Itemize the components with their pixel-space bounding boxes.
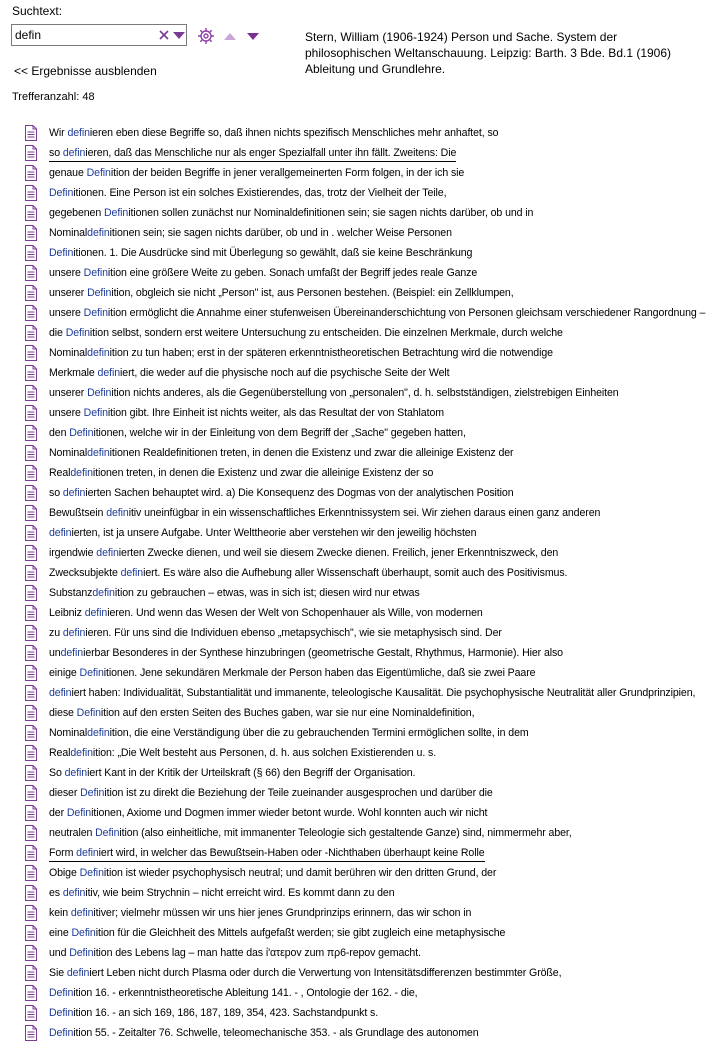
snippet-match: defin <box>64 767 88 779</box>
snippet-after: ition: „Die Welt besteht aus Personen, d. h. aus solchen Existierenden u. s. <box>92 747 437 759</box>
result-snippet[interactable] <box>49 1026 479 1040</box>
snippet-after: ition (also einheitliche, mit immanenter Teleologie sich gestaltende Ganze) sind, nimmermehr aber, <box>119 827 572 839</box>
document-icon[interactable] <box>24 905 38 921</box>
snippet-before: Bewußtsein <box>49 507 107 519</box>
snippet-match: defin <box>62 627 86 639</box>
arrow-down-icon[interactable] <box>246 30 260 42</box>
snippet-match: defin <box>62 147 86 159</box>
snippet-match: Defin <box>49 247 74 259</box>
result-snippet[interactable] <box>49 786 493 800</box>
document-icon[interactable] <box>24 585 38 601</box>
snippet-before: genaue <box>49 167 87 179</box>
document-icon[interactable] <box>24 405 38 421</box>
snippet-after: ieren, daß das Menschliche nur als enger Spezialfall unter ihn fällt. Zweitens: Die <box>85 147 457 159</box>
snippet-match: defin <box>70 747 93 759</box>
snippet-match: defin <box>84 607 108 619</box>
snippet-after: iert. Es wäre also die Aufhebung aller Wissenschaft überhaupt, somit auch des Positivismus. <box>143 567 568 579</box>
document-icon[interactable] <box>24 945 38 961</box>
document-icon[interactable] <box>24 605 38 621</box>
result-row[interactable] <box>24 384 724 404</box>
result-snippet[interactable] <box>49 246 472 260</box>
result-snippet[interactable] <box>49 646 563 660</box>
result-row[interactable] <box>24 984 724 1004</box>
document-icon[interactable] <box>24 1005 38 1021</box>
result-snippet[interactable] <box>49 506 600 520</box>
snippet-after: itionen. Eine Person ist ein solches Existierendes, das, trotz der Vielheit der Teile, <box>73 187 447 199</box>
snippet-match: defin <box>70 907 94 919</box>
document-icon[interactable] <box>24 145 38 161</box>
result-row[interactable] <box>24 544 724 564</box>
document-icon[interactable] <box>24 365 38 381</box>
result-row[interactable] <box>24 684 724 704</box>
result-snippet[interactable] <box>49 386 619 400</box>
snippet-after: ierten Zwecke dienen, und weil sie diesem Zwecke dienen. Freilich, jener Erkenntniszweck, den <box>118 547 559 559</box>
result-snippet[interactable] <box>49 706 474 720</box>
document-icon[interactable] <box>24 1025 38 1041</box>
snippet-match: Defin <box>49 187 74 199</box>
snippet-before: kein <box>49 907 71 919</box>
document-icon[interactable] <box>24 185 38 201</box>
result-row[interactable] <box>24 844 724 864</box>
search-box[interactable] <box>11 24 187 46</box>
result-snippet[interactable] <box>49 126 498 140</box>
result-snippet[interactable] <box>49 586 420 600</box>
result-row[interactable] <box>24 764 724 784</box>
document-icon[interactable] <box>24 465 38 481</box>
snippet-match: defin <box>67 127 90 139</box>
result-row[interactable] <box>24 364 724 384</box>
snippet-before: Merkmale <box>49 367 98 379</box>
result-snippet[interactable] <box>49 866 496 880</box>
document-icon[interactable] <box>24 205 38 221</box>
result-snippet[interactable] <box>49 666 535 680</box>
search-input[interactable] <box>15 27 155 43</box>
snippet-before: es <box>49 887 63 899</box>
snippet-match: defin <box>66 967 90 979</box>
document-icon[interactable] <box>24 445 38 461</box>
snippet-match: Defin <box>69 947 94 959</box>
document-icon[interactable] <box>24 225 38 241</box>
snippet-match: Defin <box>79 867 104 879</box>
snippet-before: Form <box>49 847 77 859</box>
snippet-before: Substanz <box>49 587 93 599</box>
snippet-match: defin <box>87 727 110 739</box>
result-row[interactable] <box>24 1024 724 1044</box>
snippet-match: Defin <box>66 807 92 819</box>
result-row[interactable] <box>24 484 724 504</box>
document-icon[interactable] <box>24 725 38 741</box>
result-row[interactable] <box>24 944 724 964</box>
snippet-before: gegebenen <box>49 207 104 219</box>
snippet-match: defin <box>49 527 72 539</box>
snippet-match: defin <box>60 647 84 659</box>
document-icon[interactable] <box>24 485 38 501</box>
document-icon[interactable] <box>24 765 38 781</box>
hit-count-label: Trefferanzahl: <box>12 91 80 103</box>
snippet-before: Real <box>49 747 71 759</box>
snippet-after: iert haben: Individualität, Substantialität und immanente, teleologische Kausalität. Die psychophysische Neutralität aller Grundprinzipien, <box>71 687 696 699</box>
result-row[interactable] <box>24 504 724 524</box>
document-icon[interactable] <box>24 805 38 821</box>
snippet-match: defin <box>49 687 72 699</box>
result-row[interactable] <box>24 124 724 144</box>
snippet-match: Defin <box>49 1007 74 1019</box>
snippet-match: Defin <box>49 1027 74 1039</box>
result-row[interactable] <box>24 864 724 884</box>
result-row[interactable] <box>24 244 724 264</box>
snippet-after: ition zu tun haben; erst in der späteren erkenntnistheoretischen Betrachtung wird die notwendige <box>109 347 553 359</box>
result-row[interactable] <box>24 424 724 444</box>
snippet-after: ition 16. - erkenntnistheoretische Ableitung 141. - , Ontologie der 162. - die, <box>73 987 418 999</box>
result-snippet[interactable] <box>49 446 513 460</box>
snippet-after: itiv uneinfügbar in ein wissenschaftliches Erkenntnissystem sei. Wir ziehen daraus einen ganz anderen <box>128 507 601 519</box>
document-icon[interactable] <box>24 565 38 581</box>
result-snippet[interactable] <box>49 186 446 200</box>
document-icon[interactable] <box>24 625 38 641</box>
snippet-match: defin <box>97 367 121 379</box>
result-row[interactable] <box>24 224 724 244</box>
snippet-match: Defin <box>49 987 74 999</box>
snippet-after: itiver; vielmehr müssen wir uns hier jenes Grundprinzips erinnern, das wir schon in <box>93 907 472 919</box>
document-icon[interactable] <box>24 545 38 561</box>
snippet-match: defin <box>76 847 99 859</box>
result-row[interactable] <box>24 964 724 984</box>
snippet-before: unserer <box>49 287 88 299</box>
snippet-before: und <box>49 947 70 959</box>
gear-icon[interactable] <box>197 27 215 45</box>
snippet-before: Sie <box>49 967 67 979</box>
snippet-after: ition gibt. Ihre Einheit ist nichts weiter, als das Resultat der von Stahlatom <box>107 407 444 419</box>
result-snippet[interactable] <box>49 346 553 360</box>
result-row[interactable] <box>24 704 724 724</box>
result-snippet[interactable] <box>49 546 558 560</box>
snippet-match: defin <box>106 507 129 519</box>
snippet-match: Defin <box>80 787 105 799</box>
snippet-before: Nominal <box>49 727 88 739</box>
result-snippet[interactable] <box>49 426 466 440</box>
result-row[interactable] <box>24 204 724 224</box>
snippet-match: defin <box>62 487 86 499</box>
snippet-before: Wir <box>49 127 68 139</box>
snippet-match: defin <box>70 467 93 479</box>
document-icon[interactable] <box>24 285 38 301</box>
snippet-before: unsere <box>49 407 84 419</box>
result-snippet[interactable] <box>49 466 433 480</box>
snippet-match: defin <box>120 567 144 579</box>
snippet-after: ition, obgleich sie nicht „Person" ist, aus Personen bestehen. (Beispiel: ein Zellklumpen, <box>111 287 514 299</box>
arrow-up-icon[interactable] <box>223 30 237 42</box>
result-snippet[interactable] <box>49 286 514 300</box>
snippet-after: ition ist wieder psychophysisch neutral; und damit berühren wir den dritten Grund, der <box>103 867 497 879</box>
result-row[interactable] <box>24 564 724 584</box>
snippet-match: defin <box>87 347 110 359</box>
snippet-after: ition auf den ersten Seiten des Buches gaben, war sie nur eine Nominaldefinition, <box>100 707 475 719</box>
result-snippet[interactable] <box>49 326 563 340</box>
snippet-before: die <box>49 327 66 339</box>
result-row[interactable] <box>24 584 724 604</box>
snippet-after: itionen. Jene sekundären Merkmale der Person haben das Eigentümliche, daß sie zwei Paare <box>103 667 536 679</box>
snippet-match: Defin <box>86 167 111 179</box>
snippet-after: ition der beiden Begriffe in jener verallgemeinerten Form folgen, in der ich sie <box>110 167 465 179</box>
snippet-after: itionen Realdefinitionen treten, in denen die Existenz und zwar die alleinige Existenz der <box>109 447 514 459</box>
snippet-before: unsere <box>49 267 84 279</box>
result-row[interactable] <box>24 624 724 644</box>
snippet-match: defin <box>96 547 119 559</box>
snippet-before: so <box>49 487 63 499</box>
result-row[interactable] <box>24 724 724 744</box>
result-snippet[interactable] <box>49 806 487 820</box>
result-row[interactable] <box>24 404 724 424</box>
document-icon[interactable] <box>24 685 38 701</box>
document-icon[interactable] <box>24 885 38 901</box>
snippet-before: den <box>49 427 70 439</box>
document-icon[interactable] <box>24 665 38 681</box>
snippet-before: Real <box>49 467 71 479</box>
result-row[interactable] <box>24 924 724 944</box>
document-icon[interactable] <box>24 325 38 341</box>
document-icon[interactable] <box>24 645 38 661</box>
snippet-after: itionen sein; sie sagen nichts darüber, ob und in . welcher Weise Personen <box>109 227 452 239</box>
snippet-match: Defin <box>87 287 112 299</box>
result-snippet[interactable] <box>49 366 449 380</box>
result-snippet[interactable] <box>49 606 483 620</box>
snippet-after: itionen, Axiome und Dogmen immer wieder betont wurde. Wohl konnten auch wir nicht <box>91 807 488 819</box>
result-snippet[interactable] <box>49 846 485 862</box>
snippet-before: Obige <box>49 867 80 879</box>
snippet-before: Nominal <box>49 347 88 359</box>
document-icon[interactable] <box>24 345 38 361</box>
hit-count-value: 48 <box>82 91 95 103</box>
snippet-match: Defin <box>65 327 90 339</box>
snippet-after: ition eine größere Weite zu geben. Sonach umfaßt der Begriff jedes reale Ganze <box>107 267 478 279</box>
snippet-match: defin <box>87 447 110 459</box>
citation-text: Stern, William (1906-1924) Person und Sache. System der philosophischen Weltanschauung. Leipzig: Barth. 3 Bde. Bd.1 (1906) Ableitung und Grundlehre. <box>305 30 672 76</box>
result-snippet[interactable] <box>49 566 567 580</box>
document-icon[interactable] <box>24 165 38 181</box>
document-icon[interactable] <box>24 265 38 281</box>
snippet-after: ieren eben diese Begriffe so, daß ihnen nichts spezifisch Menschliches mehr anhaftet, so <box>89 127 499 139</box>
snippet-before: neutralen <box>49 827 96 839</box>
snippet-before: zu <box>49 627 63 639</box>
result-snippet[interactable] <box>49 886 395 900</box>
snippet-match: defin <box>92 587 115 599</box>
snippet-after: itionen treten, in denen die Existenz und zwar die alleinige Existenz der so <box>92 467 434 479</box>
result-snippet[interactable] <box>49 266 477 280</box>
document-icon[interactable] <box>24 425 38 441</box>
document-icon[interactable] <box>24 965 38 981</box>
snippet-after: iert Leben nicht durch Plasma oder durch die Verwertung von Intensitätsdifferenzen bestimmter Größe, <box>89 967 562 979</box>
result-row[interactable] <box>24 284 724 304</box>
result-row[interactable] <box>24 344 724 364</box>
document-icon[interactable] <box>24 985 38 1001</box>
result-snippet[interactable] <box>49 986 418 1000</box>
snippet-match: Defin <box>103 207 129 219</box>
document-icon[interactable] <box>24 525 38 541</box>
snippet-after: iert wird, in welcher das Bewußtsein-Haben oder -Nichthaben überhaupt keine Rolle <box>98 847 485 859</box>
result-snippet[interactable] <box>49 766 415 780</box>
snippet-before: irgendwie <box>49 547 97 559</box>
snippet-after: iert Kant in der Kritik der Urteilskraft (§ 66) den Begriff der Organisation. <box>87 767 416 779</box>
document-icon[interactable] <box>24 845 38 861</box>
result-snippet[interactable] <box>49 406 444 420</box>
snippet-before: Zwecksubjekte <box>49 567 121 579</box>
result-snippet[interactable] <box>49 306 705 320</box>
snippet-match: defin <box>87 227 110 239</box>
hit-count <box>12 91 95 103</box>
document-icon[interactable] <box>24 245 38 261</box>
snippet-before: diese <box>49 707 77 719</box>
snippet-match: Defin <box>95 827 120 839</box>
snippet-before: un <box>49 647 61 659</box>
snippet-before: der <box>49 807 67 819</box>
result-snippet[interactable] <box>49 146 456 162</box>
search-label: Suchtext: <box>12 4 63 18</box>
snippet-after: ition 16. - an sich 169, 186, 187, 189, 354, 423. Sachstandpunkt s. <box>73 1007 379 1019</box>
result-row[interactable] <box>24 144 724 164</box>
snippet-match: Defin <box>79 667 104 679</box>
result-row[interactable] <box>24 1004 724 1024</box>
snippet-after: iert, die weder auf die physische noch auf die psychische Seite der Welt <box>120 367 450 379</box>
result-snippet[interactable] <box>49 166 464 180</box>
result-snippet[interactable] <box>49 746 436 760</box>
snippet-after: itionen. 1. Die Ausdrücke sind mit Überlegung so gewählt, daß sie keine Beschränkung <box>73 247 473 259</box>
result-snippet[interactable] <box>49 526 476 540</box>
snippet-after: ierten, ist ja unsere Aufgabe. Unter Welttheorie aber verstehen wir den jeweilig höchsten <box>71 527 477 539</box>
snippet-before: Leibniz <box>49 607 85 619</box>
snippet-match: defin <box>62 887 86 899</box>
result-snippet[interactable] <box>49 826 572 840</box>
snippet-before: So <box>49 767 65 779</box>
snippet-after: ition ermöglicht die Annahme einer stufenweisen Übereinanderschichtung von Personen gleichsam verschiedener Rangordnung – <box>107 307 706 319</box>
document-icon[interactable] <box>24 925 38 941</box>
document-icon[interactable] <box>24 745 38 761</box>
snippet-match: Defin <box>83 307 108 319</box>
snippet-after: itionen sollen zunächst nur Nominaldefinitionen sein; sie sagen nichts darüber, ob und in <box>128 207 534 219</box>
snippet-before: so <box>49 147 63 159</box>
snippet-after: ition, die eine Verständigung über die zu gebrauchenden Termini ermöglichen sollte, in dem <box>109 727 529 739</box>
result-row[interactable] <box>24 524 724 544</box>
snippet-after: ition 55. - Zeitalter 76. Schwelle, teleomechanische 353. - als Grundlage des autonomen <box>73 1027 479 1039</box>
snippet-match: Defin <box>83 407 108 419</box>
document-icon[interactable] <box>24 125 38 141</box>
snippet-after: ition ist zu direkt die Beziehung der Teile zueinander ausgesprochen und darüber die <box>104 787 493 799</box>
result-row[interactable] <box>24 664 724 684</box>
document-icon[interactable] <box>24 825 38 841</box>
snippet-match: Defin <box>76 707 101 719</box>
hide-results-link[interactable]: << Ergebnisse ausblenden <box>14 64 157 78</box>
result-row[interactable] <box>24 804 724 824</box>
result-snippet[interactable] <box>49 206 533 220</box>
result-snippet[interactable] <box>49 906 471 920</box>
result-row[interactable] <box>24 644 724 664</box>
result-row[interactable] <box>24 904 724 924</box>
dropdown-icon[interactable] <box>173 28 185 42</box>
result-snippet[interactable] <box>49 486 514 500</box>
result-snippet[interactable] <box>49 1006 378 1020</box>
snippet-after: ieren. Für uns sind die Individuen ebenso „metapsychisch", wie sie metaphysisch sind. Der <box>85 627 502 639</box>
result-row[interactable] <box>24 184 724 204</box>
snippet-before: einige <box>49 667 80 679</box>
document-icon[interactable] <box>24 865 38 881</box>
snippet-after: ition zu gebrauchen – etwas, was in sich ist; diesen wird nur etwas <box>114 587 420 599</box>
snippet-before: unsere <box>49 307 84 319</box>
result-row[interactable] <box>24 264 724 284</box>
document-icon[interactable] <box>24 385 38 401</box>
snippet-before: Nominal <box>49 447 88 459</box>
result-row[interactable] <box>24 604 724 624</box>
result-snippet[interactable] <box>49 926 505 940</box>
result-snippet[interactable] <box>49 946 421 960</box>
document-icon[interactable] <box>24 785 38 801</box>
snippet-before: dieser <box>49 787 81 799</box>
snippet-before: unserer <box>49 387 88 399</box>
result-row[interactable] <box>24 324 724 344</box>
snippet-after: ierbar Besonderes in der Synthese hinzubringen (geometrische Gestalt, Rhythmus, Harmonie). Hier also <box>83 647 563 659</box>
document-icon[interactable] <box>24 305 38 321</box>
result-snippet[interactable] <box>49 626 502 640</box>
snippet-before: Nominal <box>49 227 88 239</box>
snippet-match: Defin <box>87 387 112 399</box>
snippet-match: Defin <box>69 427 94 439</box>
snippet-after: ition selbst, sondern erst weitere Untersuchung zu entscheiden. Die einzelnen Merkmale, durch welche <box>89 327 563 339</box>
results-list <box>24 124 724 1044</box>
result-row[interactable] <box>24 784 724 804</box>
result-snippet[interactable] <box>49 686 695 700</box>
snippet-after: ierten Sachen behauptet wird. a) Die Konsequenz des Dogmas von der analytischen Position <box>85 487 514 499</box>
result-row[interactable] <box>24 444 724 464</box>
snippet-match: Defin <box>83 267 108 279</box>
result-row[interactable] <box>24 744 724 764</box>
document-icon[interactable] <box>24 505 38 521</box>
result-row[interactable] <box>24 164 724 184</box>
snippet-after: ition des Lebens lag – man hatte das ἰ'ατεpov zum πρ6-repov gemacht. <box>93 947 421 959</box>
result-snippet[interactable] <box>49 226 452 240</box>
result-snippet[interactable] <box>49 966 561 980</box>
result-row[interactable] <box>24 884 724 904</box>
snippet-after: ition für die Gleichheit des Mittels aufgefaßt werden; sie gibt zugleich eine metaphysische <box>95 927 506 939</box>
result-snippet[interactable] <box>49 726 529 740</box>
document-icon[interactable] <box>24 705 38 721</box>
snippet-after: itiv, wie beim Strychnin – nicht erreicht wird. Es kommt dann zu den <box>85 887 395 899</box>
result-row[interactable] <box>24 304 724 324</box>
result-row[interactable] <box>24 464 724 484</box>
snippet-after: ieren. Und wenn das Wesen der Welt von Schopenhauer als Wille, von modernen <box>107 607 483 619</box>
snippet-after: itionen, welche wir in der Einleitung von dem Begriff der „Sache" gegeben hatten, <box>93 427 466 439</box>
snippet-match: Defin <box>71 927 96 939</box>
snippet-after: ition nichts anderes, als die Gegenüberstellung von „personalen", d. h. selbstständigen, zielstrebigen Einheiten <box>111 387 619 399</box>
close-icon[interactable] <box>158 27 170 43</box>
result-row[interactable] <box>24 824 724 844</box>
snippet-before: eine <box>49 927 72 939</box>
